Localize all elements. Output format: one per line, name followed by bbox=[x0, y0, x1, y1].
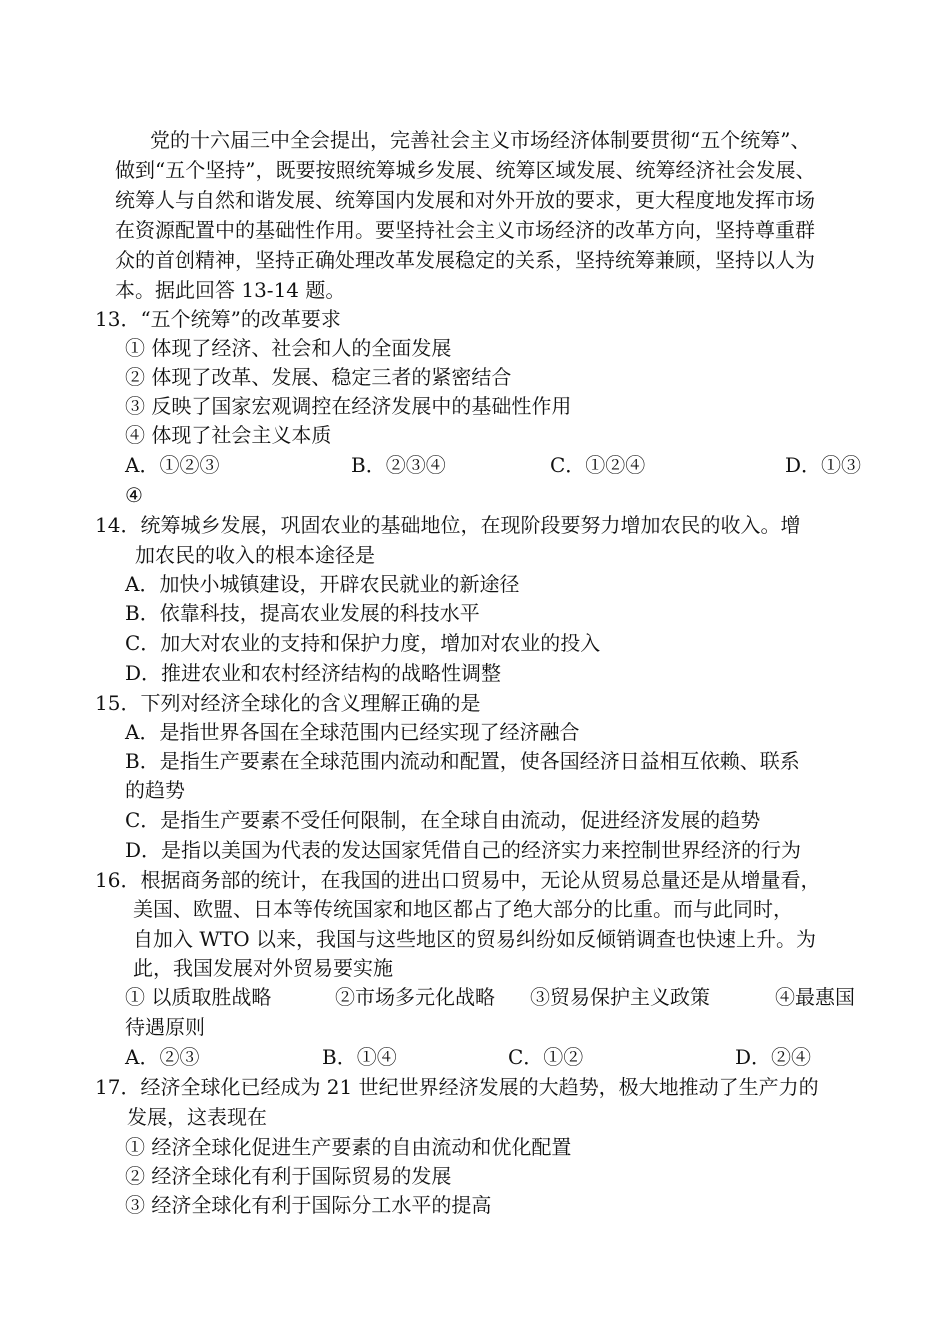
q17-stem: 17．经济全球化已经成为 21 世纪世界经济发展的大趋势，极大地推动了生产力的 bbox=[95, 1075, 819, 1099]
q16-stem-cont: 美国、欧盟、日本等传统国家和地区都占了绝大部分的比重。而与此同时， bbox=[133, 897, 793, 921]
q15-option-a: A．是指世界各国在全球范围内已经实现了经济融合 bbox=[125, 720, 580, 744]
q16-stem: 16．根据商务部的统计，在我国的进出口贸易中，无论从贸易总量还是从增量看， bbox=[95, 868, 821, 892]
q13-stem: 13．“五个统筹”的改革要求 bbox=[95, 307, 341, 331]
q16-item-2: ②市场多元化战略 bbox=[335, 985, 495, 1009]
q13-option-b: B．②③④ bbox=[351, 453, 446, 477]
intro-line: 本。据此回答 13-14 题。 bbox=[115, 278, 346, 302]
q14-stem-cont: 加农民的收入的根本途径是 bbox=[135, 543, 375, 567]
intro-line: 众的首创精神，坚持正确处理改革发展稳定的关系，坚持统筹兼顾，坚持以人为 bbox=[115, 248, 815, 272]
q16-option-d: D．②④ bbox=[735, 1045, 812, 1069]
q16-option-c: C．①② bbox=[508, 1045, 584, 1069]
intro-line: 在资源配置中的基础性作用。要坚持社会主义市场经济的改革方向，坚持尊重群 bbox=[115, 218, 815, 242]
q15-option-c: C．是指生产要素不受任何限制，在全球自由流动，促进经济发展的趋势 bbox=[125, 808, 761, 832]
q13-item: ② 体现了改革、发展、稳定三者的紧密结合 bbox=[125, 365, 512, 389]
q15-option-b: B．是指生产要素在全球范围内流动和配置，使各国经济日益相互依赖、联系 bbox=[125, 749, 800, 773]
q14-option-d: D．推进农业和农村经济结构的战略性调整 bbox=[125, 661, 502, 685]
q17-item: ② 经济全球化有利于国际贸易的发展 bbox=[125, 1164, 452, 1188]
intro-line: 统筹人与自然和谐发展、统筹国内发展和对外开放的要求，更大程度地发挥市场 bbox=[115, 188, 815, 212]
q16-item-1: ① 以质取胜战略 bbox=[125, 985, 272, 1009]
q13-item: ④ 体现了社会主义本质 bbox=[125, 423, 332, 447]
q16-option-b: B．①④ bbox=[322, 1045, 397, 1069]
q13-option-c: C．①②④ bbox=[550, 453, 646, 477]
q15-option-d: D．是指以美国为代表的发达国家凭借自己的经济实力来控制世界经济的行为 bbox=[125, 838, 802, 862]
q14-stem: 14．统筹城乡发展，巩固农业的基础地位，在现阶段要努力增加农民的收入。增 bbox=[95, 513, 801, 537]
q14-option-a: A．加快小城镇建设，开辟农民就业的新途径 bbox=[125, 572, 520, 596]
q17-item: ③ 经济全球化有利于国际分工水平的提高 bbox=[125, 1193, 492, 1217]
q15-option-b-wrap: 的趋势 bbox=[125, 778, 185, 802]
q16-stem-cont: 此，我国发展对外贸易要实施 bbox=[133, 956, 393, 980]
q14-option-b: B．依靠科技，提高农业发展的科技水平 bbox=[125, 601, 480, 625]
q16-stem-cont: 自加入 WTO 以来，我国与这些地区的贸易纠纷如反倾销调查也快速上升。为 bbox=[133, 927, 817, 951]
intro-line: 党的十六届三中全会提出，完善社会主义市场经济体制要贯彻“五个统筹”、 bbox=[150, 128, 811, 152]
q16-item-4-wrap: 待遇原则 bbox=[125, 1015, 205, 1039]
q16-item-3: ③贸易保护主义政策 bbox=[530, 985, 710, 1009]
q17-stem-cont: 发展，这表现在 bbox=[127, 1105, 267, 1129]
q17-item: ① 经济全球化促进生产要素的自由流动和优化配置 bbox=[125, 1135, 572, 1159]
q16-option-a: A．②③ bbox=[125, 1045, 200, 1069]
q16-item-4: ④最惠国 bbox=[775, 985, 855, 1009]
q13-option-a: A．①②③ bbox=[125, 453, 220, 477]
q13-item: ① 体现了经济、社会和人的全面发展 bbox=[125, 336, 452, 360]
q14-option-c: C．加大对农业的支持和保护力度，增加对农业的投入 bbox=[125, 631, 601, 655]
intro-line: 做到“五个坚持”，既要按照统筹城乡发展、统筹区域发展、统筹经济社会发展、 bbox=[115, 158, 816, 182]
q13-item: ③ 反映了国家宏观调控在经济发展中的基础性作用 bbox=[125, 394, 572, 418]
q13-option-d-wrap: ④ bbox=[125, 483, 143, 507]
q13-option-d: D．①③ bbox=[785, 453, 862, 477]
q15-stem: 15．下列对经济全球化的含义理解正确的是 bbox=[95, 691, 481, 715]
